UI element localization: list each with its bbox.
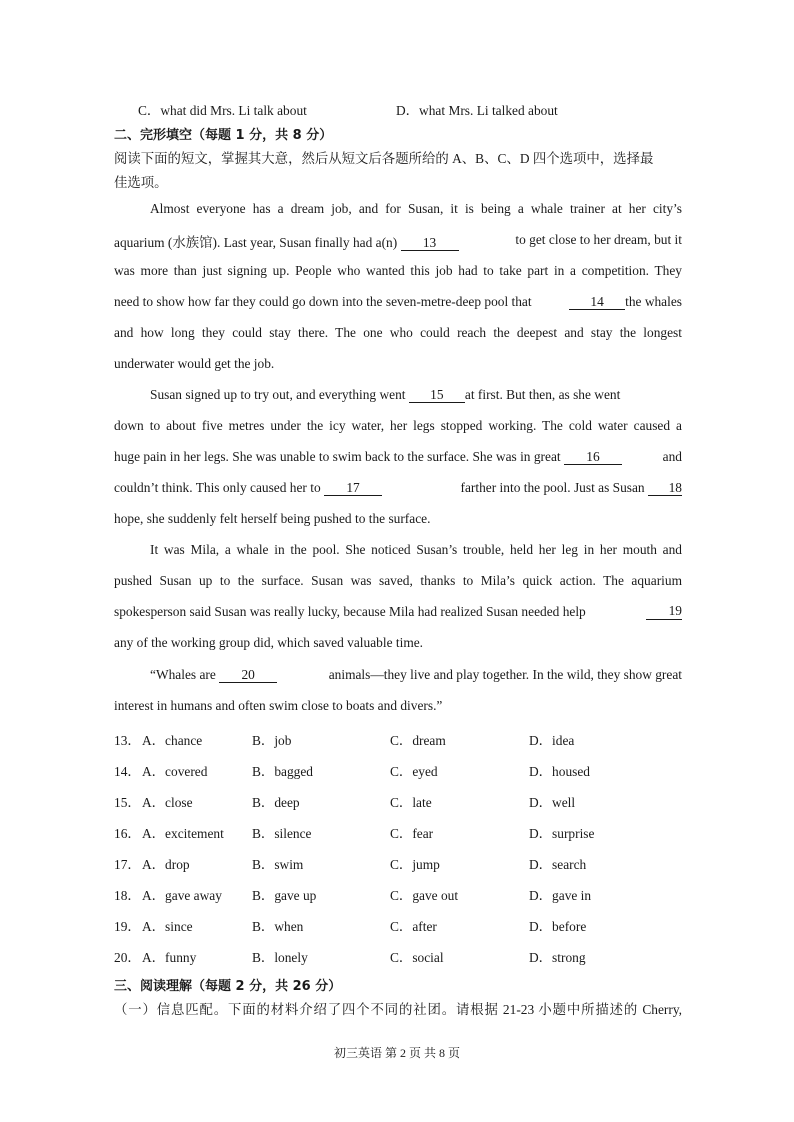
blank-14: 14 xyxy=(569,295,625,310)
p4-line1-end: animals—they live and play together. In the wild, they show great xyxy=(328,667,682,682)
blank-18: 18 xyxy=(648,481,682,496)
blank-13: 13 xyxy=(401,236,459,251)
p4-line1-start: “Whales are 20 xyxy=(150,667,277,683)
passage-p3-line1: It was Mila, a whale in the pool. She noticed Susan’s trouble, held her leg in her mouth and xyxy=(150,542,682,557)
question-number: 13． xyxy=(114,733,141,748)
question-number: 16． xyxy=(114,826,141,841)
passage-p1-line3: was more than just signing up. People who wanted this job had to take part in a competition. They xyxy=(114,263,682,278)
answer-option-d: D．well xyxy=(529,795,576,810)
passage-p3-line2: pushed Susan up to the surface. Susan was saved, thanks to Mila’s quick action. The aquarium xyxy=(114,573,682,588)
passage-p3-line4: any of the working group did, which saved valuable time. xyxy=(114,635,424,650)
passage-p1-line6: underwater would get the job. xyxy=(114,356,275,371)
answer-option-b: B．swim xyxy=(252,857,304,872)
answer-option-b: B．lonely xyxy=(252,950,308,965)
answer-option-d: D．search xyxy=(529,857,587,872)
passage-p3-line3 xyxy=(114,604,682,620)
passage-p1-line2 xyxy=(114,232,682,251)
p1-line4-start: need to show how far they could go down into the seven-metre-deep pool that xyxy=(114,294,532,309)
passage-p1-line5: and how long they could stay there. The one who could reach the deepest and stay the longest xyxy=(114,325,682,340)
answer-option-a: A．drop xyxy=(142,857,190,872)
section3-subsection-line: （一）信息匹配。下面的材料介绍了四个不同的社团。请根据 21-23 小题中所描述的 Cherry, xyxy=(114,1002,682,1017)
question-number: 14． xyxy=(114,764,141,779)
p1-line2-start: aquarium (水族馆). Last year, Susan finally had a(n) 13 xyxy=(114,232,459,251)
answer-option-a: A．covered xyxy=(142,764,208,779)
question-number: 18． xyxy=(114,888,141,903)
answer-option-d: D．before xyxy=(529,919,587,934)
answer-option-c: C．after xyxy=(390,919,437,934)
section3-heading: 三、阅读理解（每题 2 分，共 26 分） xyxy=(114,979,342,994)
passage-p2-line4 xyxy=(114,480,682,496)
option-d-previous-question: D．what Mrs. Li talked about xyxy=(396,103,558,118)
p2-line3-end: and xyxy=(662,449,682,464)
question-number: 17． xyxy=(114,857,141,872)
p2-line4-end: farther into the pool. Just as Susan 18 xyxy=(460,480,682,495)
p1-line4-end: 14 the whales xyxy=(569,294,682,310)
answer-option-b: B．deep xyxy=(252,795,300,810)
answer-option-a: A．excitement xyxy=(142,826,224,841)
section2-instruction-line2: 佳选项。 xyxy=(114,175,168,190)
passage-p4-line2: interest in humans and often swim close to boats and divers.” xyxy=(114,698,443,713)
p2-line3-start: huge pain in her legs. She was unable to swim back to the surface. She was in great 16 xyxy=(114,449,622,465)
answer-option-a: A．chance xyxy=(142,733,203,748)
answer-option-c: C．social xyxy=(390,950,444,965)
p3-line3-start: spokesperson said Susan was really lucky, because Mila had realized Susan needed help xyxy=(114,604,586,619)
answer-option-d: D．strong xyxy=(529,950,586,965)
answer-option-d: D．idea xyxy=(529,733,575,748)
blank-17: 17 xyxy=(324,481,382,496)
passage-p2-line5: hope, she suddenly felt herself being pushed to the surface. xyxy=(114,511,431,526)
section2-heading: 二、完形填空（每题 1 分，共 8 分） xyxy=(114,128,333,143)
p2-line4-start: couldn’t think. This only caused her to 17 xyxy=(114,480,382,496)
answer-option-c: C．late xyxy=(390,795,432,810)
passage-p1-line4 xyxy=(114,294,682,310)
question-number: 20． xyxy=(114,950,141,965)
answer-option-a: A．since xyxy=(142,919,193,934)
answer-option-c: C．fear xyxy=(390,826,434,841)
answer-option-c: C．dream xyxy=(390,733,446,748)
blank-16: 16 xyxy=(564,450,622,465)
answer-option-d: D．housed xyxy=(529,764,590,779)
answer-option-d: D．gave in xyxy=(529,888,592,903)
answer-option-a: A．funny xyxy=(142,950,197,965)
question-number: 15． xyxy=(114,795,141,810)
answer-option-c: C．eyed xyxy=(390,764,438,779)
answer-option-a: A．gave away xyxy=(142,888,222,903)
answer-option-c: C．gave out xyxy=(390,888,459,903)
answer-option-b: B．job xyxy=(252,733,292,748)
question-number: 19． xyxy=(114,919,141,934)
passage-p2-line1 xyxy=(150,387,682,403)
passage-p2-line2: down to about five metres under the icy water, her legs stopped working. The cold water caused a xyxy=(114,418,682,433)
answer-option-c: C．jump xyxy=(390,857,440,872)
answer-option-b: B．gave up xyxy=(252,888,317,903)
answer-option-b: B．when xyxy=(252,919,304,934)
option-c-previous-question: C．what did Mrs. Li talk about xyxy=(138,103,307,118)
answer-option-b: B．bagged xyxy=(252,764,313,779)
p2-line1-start: Susan signed up to try out, and everything went 15 at first. But then, as she went xyxy=(150,387,621,402)
answer-option-b: B．silence xyxy=(252,826,312,841)
section2-instruction-line1: 阅读下面的短文，掌握其大意，然后从短文后各题所给的 A、B、C、D 四个选项中，选择最 xyxy=(114,151,654,166)
passage-p2-line3 xyxy=(114,449,682,465)
passage-p1-line1: Almost everyone has a dream job, and for Susan, it is being a whale trainer at her city’s xyxy=(150,201,682,216)
passage-p4-line1 xyxy=(150,667,682,683)
page-footer: 初三英语 第 2 页 共 8 页 xyxy=(333,1046,460,1060)
blank-15: 15 xyxy=(409,388,465,403)
answer-option-d: D．surprise xyxy=(529,826,595,841)
blank-19: 19 xyxy=(646,604,682,620)
p1-line2-end: to get close to her dream, but it xyxy=(515,232,682,247)
answer-option-a: A．close xyxy=(142,795,193,810)
blank-20: 20 xyxy=(219,668,277,683)
